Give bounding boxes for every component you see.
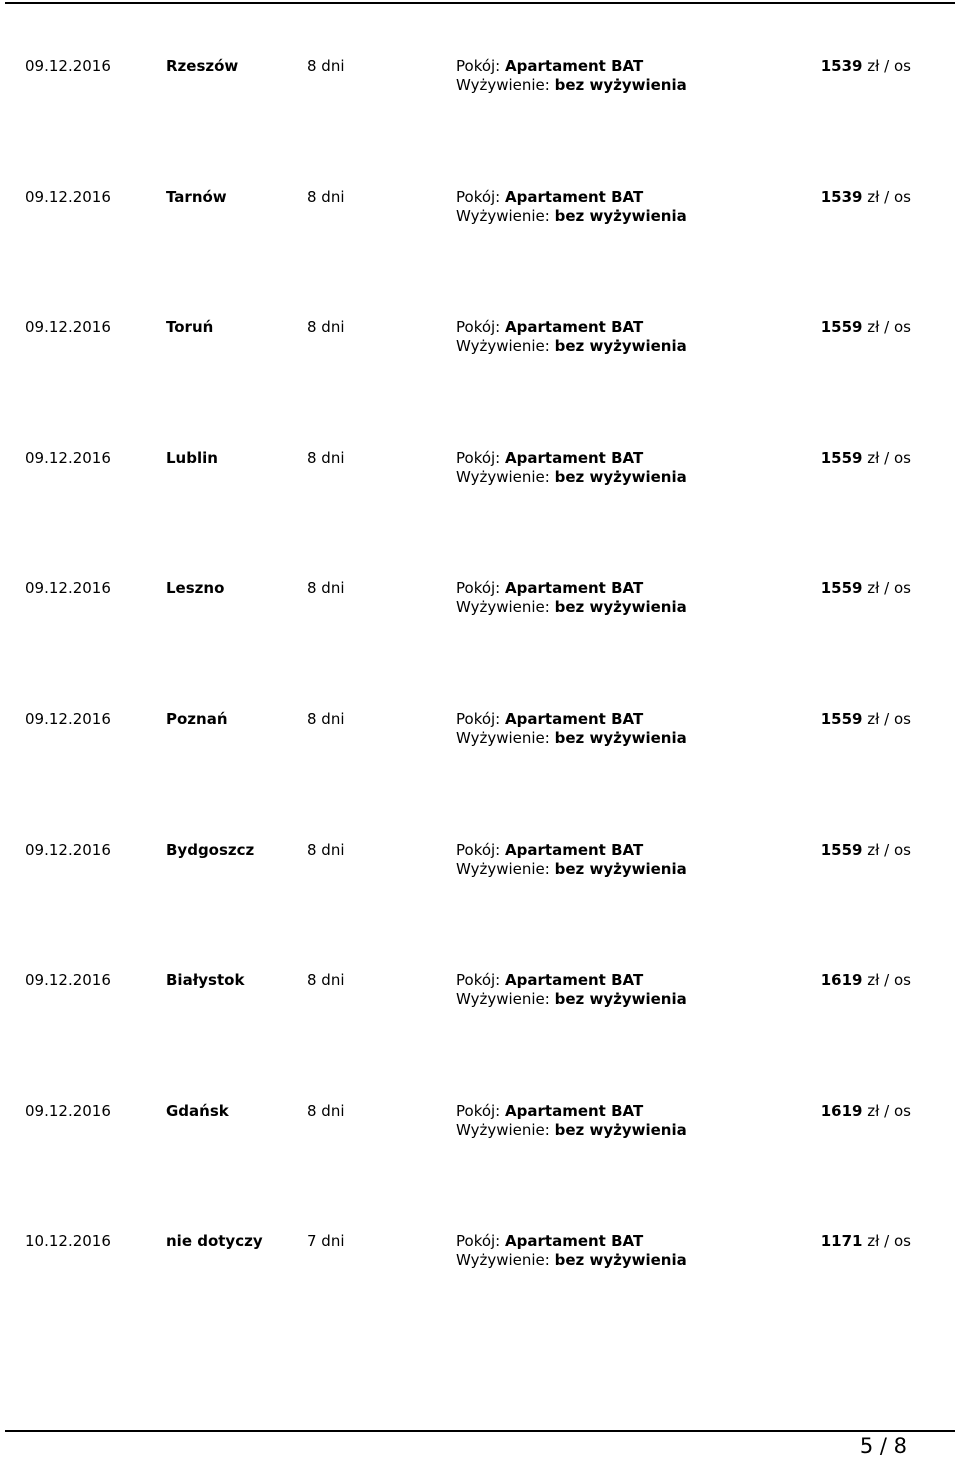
price-unit: zł / os — [867, 841, 911, 859]
room-value: Apartament BAT — [505, 579, 644, 597]
offer-date: 09.12.2016 — [25, 449, 111, 467]
board-label: Wyżywienie: — [456, 337, 550, 355]
offer-board — [456, 76, 687, 95]
offer-room — [456, 971, 643, 990]
offer-room — [456, 841, 643, 860]
room-label: Pokój: — [456, 841, 501, 859]
offer-row — [0, 449, 960, 499]
offer-price — [821, 318, 911, 337]
offer-row — [0, 1232, 960, 1282]
offer-row — [0, 1102, 960, 1152]
offer-room — [456, 1232, 643, 1251]
offer-room — [456, 579, 643, 598]
offer-duration: 7 dni — [307, 1232, 345, 1250]
board-label: Wyżywienie: — [456, 1121, 550, 1139]
offer-date: 10.12.2016 — [25, 1232, 111, 1250]
price-value: 1619 — [820, 971, 863, 989]
room-label: Pokój: — [456, 1102, 501, 1120]
offer-departure-city: Białystok — [166, 971, 245, 989]
price-unit: zł / os — [867, 449, 911, 467]
room-value: Apartament BAT — [505, 57, 644, 75]
offer-room — [456, 710, 643, 729]
room-value: Apartament BAT — [505, 318, 644, 336]
offer-row — [0, 841, 960, 891]
offer-price — [821, 188, 911, 207]
board-value: bez wyżywienia — [554, 1121, 687, 1139]
offer-date: 09.12.2016 — [25, 57, 111, 75]
room-value: Apartament BAT — [505, 841, 644, 859]
offer-board — [456, 1251, 687, 1270]
price-unit: zł / os — [867, 57, 911, 75]
price-unit: zł / os — [867, 971, 911, 989]
room-value: Apartament BAT — [505, 1102, 644, 1120]
offer-duration: 8 dni — [307, 710, 345, 728]
price-value: 1559 — [820, 579, 863, 597]
room-label: Pokój: — [456, 710, 501, 728]
offer-board — [456, 337, 687, 356]
price-unit: zł / os — [867, 318, 911, 336]
offer-board — [456, 860, 687, 879]
room-value: Apartament BAT — [505, 449, 644, 467]
offer-board — [456, 990, 687, 1009]
price-unit: zł / os — [867, 1102, 911, 1120]
offer-date: 09.12.2016 — [25, 1102, 111, 1120]
board-value: bez wyżywienia — [554, 860, 687, 878]
room-value: Apartament BAT — [505, 1232, 644, 1250]
price-unit: zł / os — [867, 1232, 911, 1250]
offer-duration: 8 dni — [307, 579, 345, 597]
offer-board — [456, 207, 687, 226]
offer-room — [456, 1102, 643, 1121]
board-label: Wyżywienie: — [456, 76, 550, 94]
price-value: 1539 — [820, 57, 863, 75]
offer-row — [0, 188, 960, 238]
offer-departure-city: Leszno — [166, 579, 225, 597]
price-value: 1559 — [820, 318, 863, 336]
board-value: bez wyżywienia — [554, 207, 687, 225]
offer-date: 09.12.2016 — [25, 710, 111, 728]
offer-room — [456, 188, 643, 207]
offer-price — [821, 449, 911, 468]
offer-price — [821, 1232, 911, 1251]
offer-price — [821, 57, 911, 76]
board-label: Wyżywienie: — [456, 207, 550, 225]
offer-duration: 8 dni — [307, 841, 345, 859]
offer-row — [0, 710, 960, 760]
board-value: bez wyżywienia — [554, 76, 687, 94]
offer-price — [821, 841, 911, 860]
price-value: 1559 — [820, 449, 863, 467]
offer-departure-city: Bydgoszcz — [166, 841, 255, 859]
room-label: Pokój: — [456, 449, 501, 467]
offer-departure-city: Lublin — [166, 449, 218, 467]
offer-duration: 8 dni — [307, 449, 345, 467]
offer-room — [456, 449, 643, 468]
board-label: Wyżywienie: — [456, 468, 550, 486]
top-divider — [5, 2, 955, 4]
offer-board — [456, 729, 687, 748]
board-value: bez wyżywienia — [554, 990, 687, 1008]
offer-date: 09.12.2016 — [25, 188, 111, 206]
offer-price — [821, 710, 911, 729]
offer-date: 09.12.2016 — [25, 579, 111, 597]
room-label: Pokój: — [456, 318, 501, 336]
price-value: 1619 — [820, 1102, 863, 1120]
board-value: bez wyżywienia — [554, 337, 687, 355]
room-label: Pokój: — [456, 188, 501, 206]
board-value: bez wyżywienia — [554, 598, 687, 616]
offer-price — [821, 971, 911, 990]
board-label: Wyżywienie: — [456, 860, 550, 878]
offer-board — [456, 468, 687, 487]
offer-departure-city: Gdańsk — [166, 1102, 229, 1120]
offer-board — [456, 1121, 687, 1140]
offer-row — [0, 318, 960, 368]
room-value: Apartament BAT — [505, 971, 644, 989]
board-label: Wyżywienie: — [456, 1251, 550, 1269]
offer-room — [456, 318, 643, 337]
price-unit: zł / os — [867, 579, 911, 597]
offer-departure-city: Toruń — [166, 318, 214, 336]
price-value: 1539 — [820, 188, 863, 206]
offer-row — [0, 971, 960, 1021]
room-label: Pokój: — [456, 1232, 501, 1250]
price-value: 1171 — [820, 1232, 863, 1250]
board-label: Wyżywienie: — [456, 598, 550, 616]
price-value: 1559 — [820, 710, 863, 728]
offer-price — [821, 1102, 911, 1121]
footer-divider — [5, 1430, 955, 1432]
offer-room — [456, 57, 643, 76]
price-unit: zł / os — [867, 188, 911, 206]
offer-price — [821, 579, 911, 598]
room-value: Apartament BAT — [505, 188, 644, 206]
offer-departure-city: Rzeszów — [166, 57, 239, 75]
offer-date: 09.12.2016 — [25, 841, 111, 859]
board-value: bez wyżywienia — [554, 729, 687, 747]
offer-duration: 8 dni — [307, 1102, 345, 1120]
price-unit: zł / os — [867, 710, 911, 728]
room-value: Apartament BAT — [505, 710, 644, 728]
offer-duration: 8 dni — [307, 57, 345, 75]
offer-row — [0, 579, 960, 629]
room-label: Pokój: — [456, 579, 501, 597]
board-value: bez wyżywienia — [554, 1251, 687, 1269]
offer-duration: 8 dni — [307, 188, 345, 206]
offer-duration: 8 dni — [307, 971, 345, 989]
offer-duration: 8 dni — [307, 318, 345, 336]
page-number: 5 / 8 — [859, 1434, 907, 1458]
board-label: Wyżywienie: — [456, 990, 550, 1008]
offer-departure-city: Tarnów — [166, 188, 227, 206]
offer-departure-city: Poznań — [166, 710, 228, 728]
offer-date: 09.12.2016 — [25, 971, 111, 989]
price-value: 1559 — [820, 841, 863, 859]
board-label: Wyżywienie: — [456, 729, 550, 747]
room-label: Pokój: — [456, 971, 501, 989]
offer-board — [456, 598, 687, 617]
offer-departure-city: nie dotyczy — [166, 1232, 263, 1250]
room-label: Pokój: — [456, 57, 501, 75]
board-value: bez wyżywienia — [554, 468, 687, 486]
offer-date: 09.12.2016 — [25, 318, 111, 336]
offer-row — [0, 57, 960, 107]
